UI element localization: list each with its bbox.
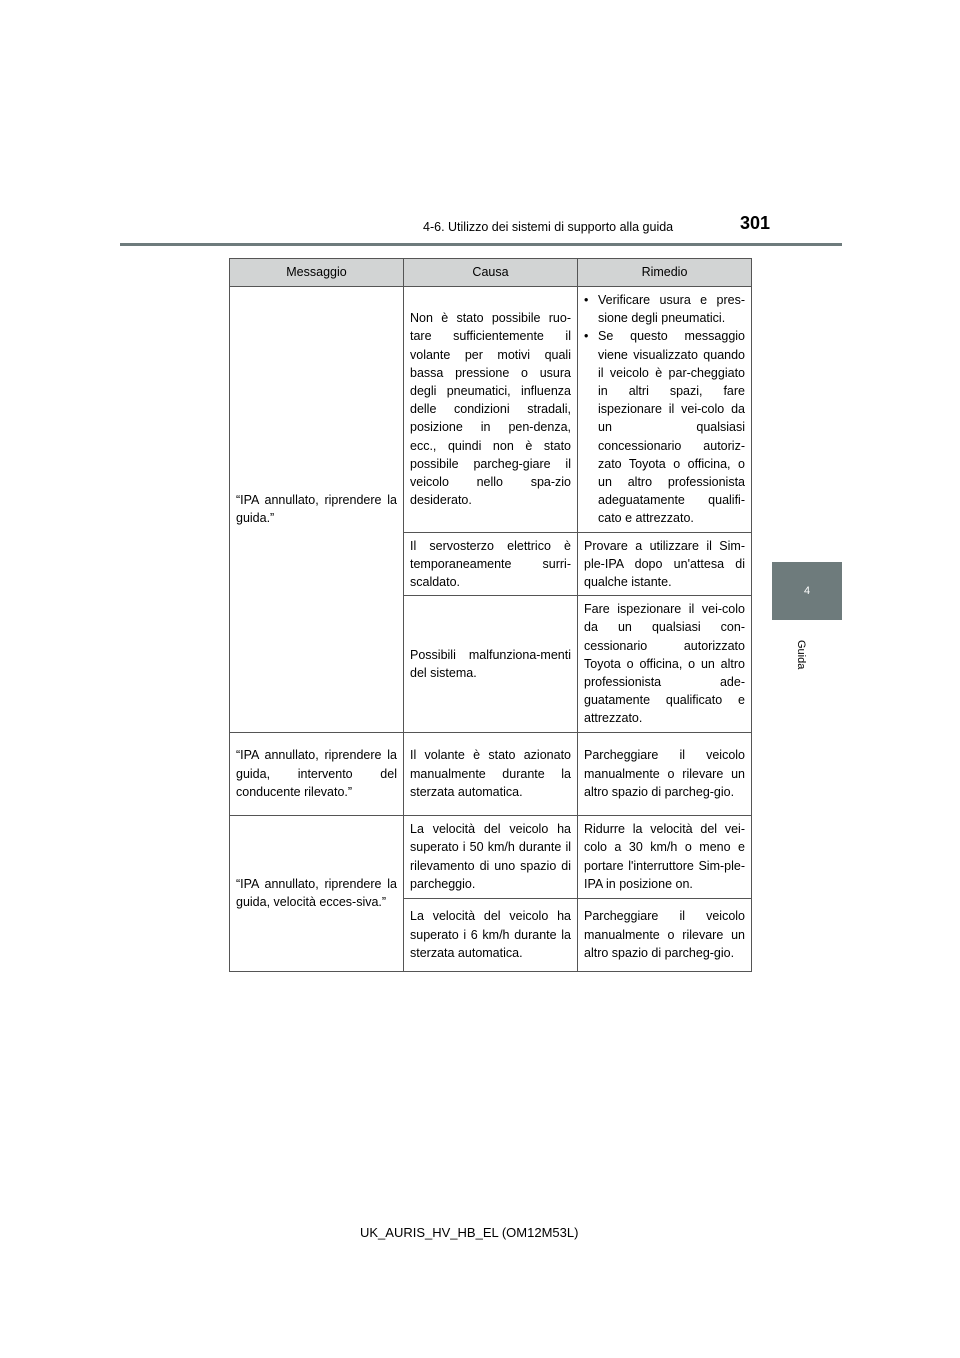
page-number: 301 [740, 213, 771, 233]
document-code: UK_AURIS_HV_HB_EL (OM12M53L) [360, 1225, 579, 1240]
remedy-cell: Parcheggiare il veicolo manualmente o rilevare un altro spazio di parcheg-gio. [578, 732, 752, 815]
cause-cell: La velocità del veicolo ha superato i 6 km/h durante la sterzata automatica. [404, 898, 578, 971]
cause-cell: Possibili malfunziona-menti del sistema. [404, 596, 578, 732]
message-table [229, 258, 752, 972]
list-item: • Se questo messaggio viene visualizzato quando il veicolo è par-cheggiato in altri spazi, fare ispezionare il vei-colo da un qualsiasi concessionario autoriz-zato Toyota o officina, o un altro professionista adeguatamente qualifi-cato e attrezzato. [584, 327, 745, 527]
table-row [230, 287, 752, 533]
list-item: • Verificare usura e pres-sione degli pneumatici. [584, 291, 745, 327]
remedy-cell: Fare ispezionare il vei-colo da un qualsiasi con-cessionario autorizzato Toyota o officina, o un altro professionista ade-guatamente qualificato e attrezzato. [578, 596, 752, 732]
column-header-remedy: Rimedio [578, 259, 752, 287]
cause-cell: La velocità del veicolo ha superato i 50 km/h durante il rilevamento di uno spazio di parcheggio. [404, 815, 578, 898]
column-header-message: Messaggio [230, 259, 404, 287]
remedy-cell [578, 287, 752, 533]
cause-cell: Non è stato possibile ruo-tare sufficientemente il volante per motivi quali bassa pressione o usura degli pneumatici, influenza delle condizioni stradali, posizione in pen-denza, ecc., quindi non è stato possibile parcheg-giare il veicolo nello spa-zio desiderato. [404, 287, 578, 533]
header-divider [120, 243, 842, 246]
column-header-cause: Causa [404, 259, 578, 287]
chapter-number: 4 [803, 585, 811, 597]
table-header-row [230, 259, 752, 287]
chapter-label-container [782, 640, 832, 670]
cause-cell: Il volante è stato azionato manualmente durante la sterzata automatica. [404, 732, 578, 815]
cause-cell: Il servosterzo elettrico è temporaneamente surri-scaldato. [404, 532, 578, 596]
remedy-cell: Ridurre la velocità del vei-colo a 30 km/h o meno e portare l'interruttore Sim-ple-IPA in posizione on. [578, 815, 752, 898]
chapter-tab[interactable] [772, 562, 842, 620]
remedy-cell: Parcheggiare il veicolo manualmente o rilevare un altro spazio di parcheg-gio. [578, 898, 752, 971]
chapter-label: Guida [795, 640, 807, 670]
message-cell: “IPA annullato, riprendere la guida.” [230, 287, 404, 733]
remedy-cell: Provare a utilizzare il Sim-ple-IPA dopo un'attesa di qualche istante. [578, 532, 752, 596]
remedy-bullet-list [584, 291, 745, 528]
table-row [230, 815, 752, 898]
message-cell: “IPA annullato, riprendere la guida, intervento del conducente rilevato.” [230, 732, 404, 815]
section-title: 4-6. Utilizzo dei sistemi di supporto alla guida [423, 220, 674, 234]
message-cell: “IPA annullato, riprendere la guida, velocità ecces-siva.” [230, 815, 404, 971]
table-row [230, 732, 752, 815]
